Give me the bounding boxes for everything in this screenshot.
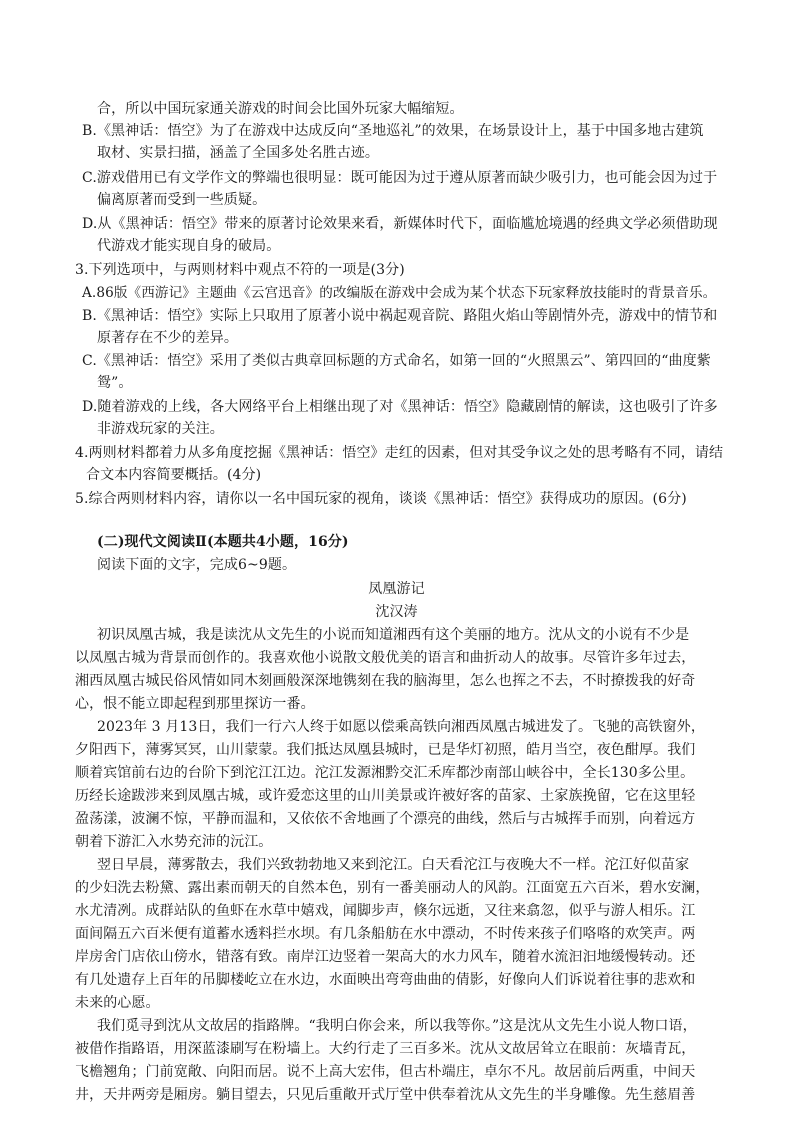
paragraph-line: 飞檐翘角；门前宽敞、向阳而居。说不上高大宏伟，但古朴端庄，卓尔不凡。故居前后两重，中间天 — [75, 1064, 696, 1080]
paragraph-line: 水尤清冽。成群站队的鱼虾在水草中嬉戏，闻脚步声，倏尔远逝，又往来翕忽，似乎与游人相乐。江 — [75, 903, 696, 919]
option-d-line: D.从《黑神话：悟空》带来的原著讨论效果来看，新媒体时代下，面临尴尬境遇的经典文学必须借助现 — [82, 216, 718, 232]
paragraph-line: 井，天井两旁是厢房。躺目望去，只见后重敞开式厅堂中供奉着沈从文先生的半身雕像。先生慈眉善 — [75, 1087, 696, 1103]
text-line: 鸳”。 — [97, 375, 133, 391]
paragraph-line: 有几处遗存上百年的吊脚楼屹立在水边，水面映出弯弯曲曲的倩影，好像向人们诉说着往事的悲欢和 — [75, 972, 696, 988]
paragraph-line: 被借作指路语，用深蓝漆刷写在粉墙上。大约行走了三百多米。沈从文故居耸立在眼前：灰墙青瓦， — [75, 1041, 696, 1057]
paragraph-line: 历经长途跋涉来到凤凰古城，或许爱恋这里的山川美景或许被好客的苗家、土家族挽留，它在这里轻 — [75, 788, 696, 804]
option-c-line: C.《黑神话：悟空》采用了类似古典章回标题的方式命名，如第一回的“火照黑云”、第四回的“曲度紫 — [82, 353, 711, 369]
paragraph-line: 顺着宾馆前右边的台阶下到沱江江边。沱江发源湘黔交汇禾库都沙南部山峡谷中，全长130多公里。 — [75, 765, 695, 781]
text-line: 代游戏才能实现自身的破局。 — [97, 238, 281, 254]
question-3: 3.下列选项中，与两则材料中观点不符的一项是(3分) — [75, 262, 405, 278]
paragraph-line: 以凤凰古城为背景而创作的。我喜欢他小说散文般优美的语言和曲折动人的故事。尽管许多年过去， — [75, 650, 696, 666]
paragraph-line: 翌日早晨，薄雾散去，我们兴致勃勃地又来到沱江。白天看沱江与夜晚大不一样。沱江好似苗家 — [97, 857, 690, 873]
text-line: 非游戏玩家的关注。 — [97, 421, 224, 437]
article-title: 凤凰游记 — [368, 581, 425, 597]
text-line: 合，所以中国玩家通关游戏的时间会比国外玩家大幅缩短。 — [97, 101, 464, 117]
option-b-line: B.《黑神话：悟空》实际上只取用了原著小说中祸起观音院、路阻火焰山等剧情外壳，游戏中的情节和 — [82, 308, 718, 324]
section-heading: (二)现代文阅读Ⅱ(本题共4小题，16分) — [97, 534, 349, 550]
option-d-line: D.随着游戏的上线，各大网络平台上相继出现了对《黑神话：悟空》隐藏剧情的解读，这也吸引了许多 — [82, 399, 718, 415]
question-5: 5.综合两则材料内容，请你以一名中国玩家的视角，谈谈《黑神话：悟空》获得成功的原因。(6分) — [75, 491, 687, 507]
article-author: 沈汉涛 — [375, 604, 418, 620]
paragraph-line: 心，恨不能立即起程到那里探访一番。 — [75, 696, 315, 712]
paragraph-line: 我们觅寻到沈从文故居的指路牌。“我明白你会来，所以我等你。”这是沈从文先生小说人物口语， — [97, 1018, 697, 1034]
paragraph-line: 2023年 3 月13日，我们一行六人终于如愿以偿乘高铁向湘西凤凰古城进发了。飞驰的高铁窗外， — [97, 719, 705, 735]
text-line: 原著存在不少的差异。 — [97, 330, 238, 346]
text-line: 取材、实景扫描，涵盖了全国多处名胜古迹。 — [97, 145, 379, 161]
paragraph-line: 面间隔五六百米便有道蓄水透料拦水坝。有几条船舫在水中漂动，不时传来孩子们咯咯的欢笑声。两 — [75, 926, 696, 942]
paragraph-line: 的少妇洗去粉黛、露出素而朝天的自然本色，别有一番美丽动人的风韵。江面宽五六百米，碧水安澜， — [75, 880, 710, 896]
text-line: 合文本内容简要概括。(4分) — [86, 467, 262, 483]
option-c-line: C.游戏借用已有文学作文的弊端也很明显：既可能因为过于遵从原著而缺少吸引力，也可能会因为过于 — [82, 170, 718, 186]
paragraph-line: 夕阳西下，薄雾冥冥，山川蒙蒙。我们抵达凤凰县城时，已是华灯初照，皓月当空，夜色酣厚。我们 — [75, 742, 696, 758]
paragraph-line: 盈荡漾，波澜不惊，平静而温和，又依依不舍地画了个漂亮的曲线，然后与古城挥手而别，向着远方 — [75, 811, 696, 827]
paragraph-line: 未来的心愿。 — [75, 995, 160, 1011]
option-a-line: A.86版《西游记》主题曲《云宫迅音》的改编版在游戏中会成为某个状态下玩家释放技能时的背景音乐。 — [82, 285, 717, 301]
paragraph-line: 岸房舍门店依山傍水，错落有致。南岸江边竖着一架高大的水力风车，随着水流汩汩地缓慢转动。还 — [75, 949, 696, 965]
paragraph-line: 初识凤凰古城，我是读沈从文先生的小说而知道湘西有这个美丽的地方。沈从文的小说有不少是 — [97, 627, 690, 643]
paragraph-line: 湘西凤凰古城民俗风情如同木刻画般深深地镌刻在我的脑海里，怎么也挥之不去，不时撩拨我的好奇 — [75, 673, 696, 689]
instruction: 阅读下面的文字，完成6~9题。 — [97, 557, 297, 573]
paragraph-line: 朝着下游汇入水势充沛的沅江。 — [75, 834, 273, 850]
option-b-line: B.《黑神话：悟空》为了在游戏中达成反向“圣地巡礼”的效果，在场景设计上，基于中国多地古建筑 — [82, 123, 704, 139]
text-line: 偏离原著而受到一些质疑。 — [97, 192, 267, 208]
question-4: 4.两则材料都着力从多角度挖掘《黑神话：悟空》走红的因素，但对其受争议之处的思考略有不同，请结 — [75, 445, 724, 461]
